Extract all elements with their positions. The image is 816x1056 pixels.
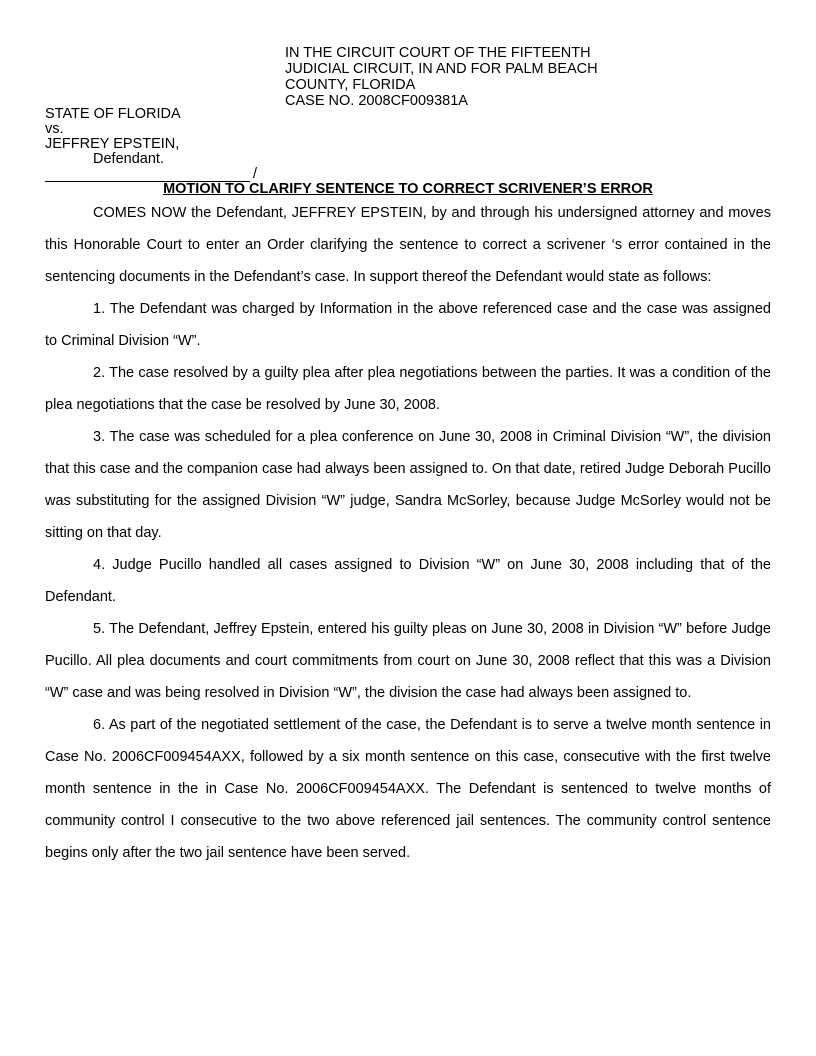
versus-label: vs. (45, 121, 64, 137)
paragraph-3: 3. The case was scheduled for a plea conference on June 30, 2008 in Criminal Division “W”, the division that this case and the companion case had always been assigned to. On that date, retired Judge Deborah Pucillo was substituting for the assigned Division “W” judge, Sandra McSorley, because Judge McSorley would not be sitting on that day. (45, 429, 771, 541)
plaintiff-name: STATE OF FLORIDA (45, 106, 181, 122)
paragraph-2: 2. The case resolved by a guilty plea after plea negotiations between the parties. It was a condition of the plea negotiations that the case be resolved by June 30, 2008. (45, 365, 771, 413)
case-number: CASE NO. 2008CF009381A (285, 93, 468, 109)
paragraph-5: 5. The Defendant, Jeffrey Epstein, entered his guilty pleas on June 30, 2008 in Division “W” before Judge Pucillo. All plea documents and court commitments from court on June 30, 2008 reflect that this was a Division “W” case and was being resolved in Division “W”, the division the case had always been assigned to. (45, 621, 771, 701)
defendant-name: JEFFREY EPSTEIN, (45, 136, 180, 152)
court-header-line-2: JUDICIAL CIRCUIT, IN AND FOR PALM BEACH (285, 61, 598, 77)
paragraph-6: 6. As part of the negotiated settlement of the case, the Defendant is to serve a twelve month sentence in Case No. 2006CF009454AXX, followed by a six month sentence on this case, consecutive with the first twelve month sentence in the in Case No. 2006CF009454AXX. The Defendant is sentenced to twelve months of community control I consecutive to the two above referenced jail sentences. The community control sentence begins only after the two jail sentence have been served. (45, 717, 771, 861)
caption-slash: / (253, 166, 258, 182)
court-header-line-3: COUNTY, FLORIDA (285, 77, 416, 93)
court-header-line-1: IN THE CIRCUIT COURT OF THE FIFTEENTH (285, 45, 591, 61)
paragraph-4: 4. Judge Pucillo handled all cases assigned to Division “W” on June 30, 2008 including that of the Defendant. (45, 557, 771, 605)
court-header (285, 45, 785, 109)
motion-title: MOTION TO CLARIFY SENTENCE TO CORRECT SCRIVENER’S ERROR (163, 181, 653, 197)
defendant-role: Defendant. (93, 151, 164, 167)
motion-body (45, 197, 771, 869)
paragraph-1: 1. The Defendant was charged by Information in the above referenced case and the case was assigned to Criminal Division “W”. (45, 301, 771, 349)
case-caption (45, 107, 445, 167)
paragraph-intro: COMES NOW the Defendant, JEFFREY EPSTEIN, by and through his undersigned attorney and moves this Honorable Court to enter an Order clarifying the sentence to correct a scrivener ‘s error contained in the sentencing documents in the Defendant’s case. In support thereof the Defendant would state as follows: (45, 205, 771, 285)
